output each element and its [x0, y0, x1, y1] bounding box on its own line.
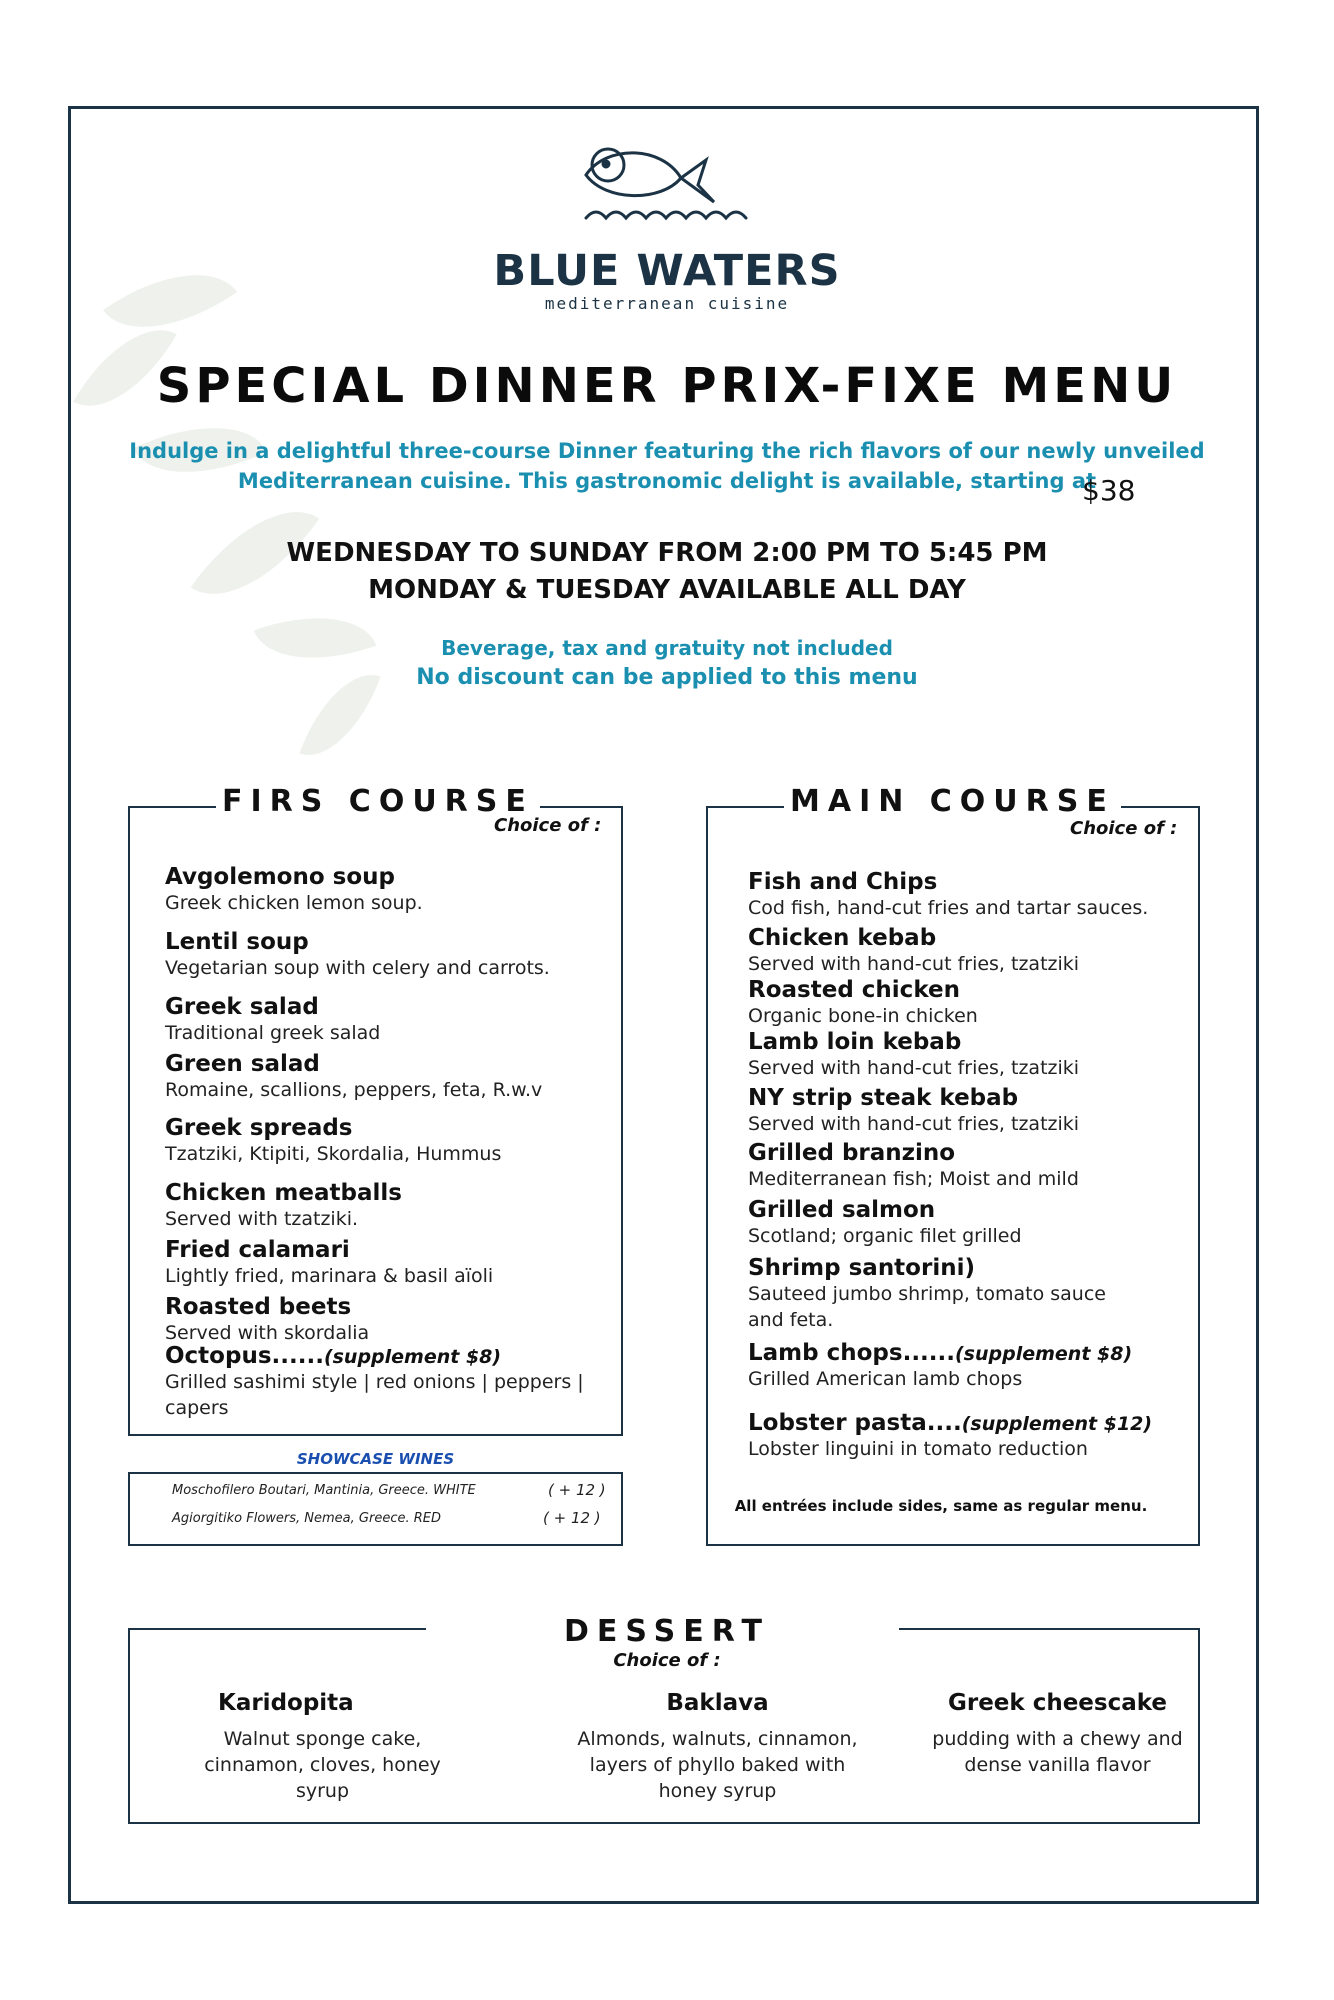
menu-item — [748, 1410, 1152, 1462]
menu-item-name: Greek spreads — [165, 1115, 353, 1141]
menu-item-supplement: (supplement $8) — [323, 1346, 502, 1368]
brand-name: BLUE WATERS — [493, 246, 841, 296]
menu-item-name: Green salad — [165, 1051, 320, 1077]
dessert-item-name: Greek cheescake — [947, 1690, 1168, 1716]
menu-item — [165, 1343, 585, 1421]
menu-item-name: Shrimp santorini) — [748, 1255, 975, 1281]
schedule-line-2: MONDAY & TUESDAY AVAILABLE ALL DAY — [368, 575, 966, 605]
dessert-item-desc: Almonds, walnuts, cinnamon, layers of phyllo baked with honey syrup — [577, 1728, 858, 1802]
menu-item — [748, 925, 1079, 977]
dessert-item-name: Karidopita — [218, 1690, 354, 1716]
entree-sides-note: All entrées include sides, same as regular menu. — [734, 1497, 1148, 1515]
menu-item-desc: Lobster linguini in tomato reduction — [748, 1438, 1088, 1460]
menu-item — [748, 1140, 1079, 1192]
menu-item-name: Roasted chicken — [748, 977, 960, 1003]
menu-item-desc: Scotland; organic filet grilled — [748, 1225, 1022, 1247]
menu-item — [165, 1237, 493, 1289]
menu-item-desc: Tzatziki, Ktipiti, Skordalia, Hummus — [165, 1143, 502, 1165]
menu-item — [748, 1255, 1128, 1333]
beverage-note: Beverage, tax and gratuity not included — [441, 636, 893, 660]
menu-item-name: Chicken meatballs — [165, 1180, 402, 1206]
menu-item-desc: Grilled sashimi style | red onions | peppers | capers — [165, 1371, 584, 1419]
menu-item-name: Avgolemono soup — [165, 864, 395, 890]
dessert-item-name: Baklava — [666, 1690, 769, 1716]
schedule-line-1: WEDNESDAY TO SUNDAY FROM 2:00 PM TO 5:45 PM — [286, 538, 1048, 568]
first-course-title: FIRS COURSE — [216, 784, 540, 819]
menu-item-name: Fried calamari — [165, 1237, 350, 1263]
menu-item-desc: Served with hand-cut fries, tzatziki — [748, 1057, 1080, 1079]
menu-item-desc: Lightly fried, marinara & basil aïoli — [165, 1265, 494, 1287]
showcase-wines-title: SHOWCASE WINES — [296, 1450, 455, 1468]
menu-item-desc: Served with tzatziki. — [165, 1208, 359, 1230]
menu-item-name: Lentil soup — [165, 929, 309, 955]
menu-item-supplement: (supplement $8) — [955, 1343, 1133, 1365]
menu-item — [165, 994, 380, 1046]
menu-item-supplement: (supplement $12) — [961, 1413, 1153, 1435]
menu-item-desc: Mediterranean fish; Moist and mild — [748, 1168, 1079, 1190]
fish-waves-icon — [566, 140, 756, 240]
dessert-item-desc: Walnut sponge cake, cinnamon, cloves, honey syrup — [204, 1728, 441, 1802]
page-title: SPECIAL DINNER PRIX-FIXE MENU — [156, 358, 1178, 414]
menu-item — [165, 1294, 369, 1346]
dessert-item — [560, 1690, 875, 1804]
main-course-choice: Choice of : — [1070, 818, 1178, 839]
menu-item-desc: Served with hand-cut fries, tzatziki — [748, 953, 1080, 975]
menu-item-name: Lamb loin kebab — [748, 1029, 962, 1055]
wine-price: ( + 12 ) — [543, 1509, 601, 1527]
menu-item — [748, 1340, 1132, 1392]
brand-tagline: mediterranean cuisine — [544, 294, 790, 313]
menu-item-desc: Organic bone-in chicken — [748, 1005, 978, 1027]
menu-item — [748, 1197, 1022, 1249]
intro-text — [120, 436, 1214, 496]
menu-item — [748, 869, 1148, 921]
menu-item-desc: Cod fish, hand-cut fries and tartar sauces. — [748, 897, 1149, 919]
menu-item — [748, 977, 978, 1029]
menu-item — [165, 1115, 501, 1167]
first-course-choice: Choice of : — [494, 815, 602, 836]
menu-item-name: NY strip steak kebab — [748, 1085, 1019, 1111]
dessert-item — [180, 1690, 465, 1804]
menu-item-name: Greek salad — [165, 994, 319, 1020]
menu-item-name: Lamb chops...... — [748, 1340, 955, 1366]
dessert-item — [930, 1690, 1185, 1778]
menu-item-name: Octopus...... — [165, 1343, 324, 1369]
menu-item-desc: Greek chicken lemon soup. — [165, 892, 423, 914]
wine-name: Moschofilero Boutari, Mantinia, Greece. WHITE — [172, 1483, 476, 1498]
menu-item — [165, 1051, 542, 1103]
menu-item-desc: Served with hand-cut fries, tzatziki — [748, 1113, 1080, 1135]
wine-name: Agiorgitiko Flowers, Nemea, Greece. RED — [172, 1511, 441, 1526]
dessert-item-desc: pudding with a chewy and dense vanilla flavor — [932, 1728, 1183, 1776]
menu-item-name: Chicken kebab — [748, 925, 937, 951]
menu-item-desc: Vegetarian soup with celery and carrots. — [165, 957, 550, 979]
menu-item-desc: Sauteed jumbo shrimp, tomato sauce and feta. — [748, 1283, 1106, 1331]
menu-item-name: Lobster pasta.... — [748, 1410, 962, 1436]
menu-item-desc: Romaine, scallions, peppers, feta, R.w.v — [165, 1079, 543, 1101]
intro-line-2: Mediterranean cuisine. This gastronomic delight is available, starting at — [237, 469, 1097, 493]
dessert-title: DESSERT — [564, 1614, 770, 1649]
menu-item — [165, 1180, 402, 1232]
menu-item — [748, 1085, 1079, 1137]
menu-item-desc: Traditional greek salad — [165, 1022, 381, 1044]
wine-price: ( + 12 ) — [548, 1481, 606, 1499]
menu-item — [748, 1029, 1079, 1081]
menu-item — [165, 864, 423, 916]
main-course-title: MAIN COURSE — [784, 784, 1121, 819]
starting-price: $38 — [1082, 474, 1136, 507]
menu-item-desc: Grilled American lamb chops — [748, 1368, 1023, 1390]
menu-item-name: Roasted beets — [165, 1294, 352, 1320]
menu-item-name: Fish and Chips — [748, 869, 938, 895]
menu-item-name: Grilled salmon — [748, 1197, 936, 1223]
discount-note: No discount can be applied to this menu — [416, 665, 918, 690]
dessert-choice: Choice of : — [613, 1650, 721, 1671]
menu-item — [165, 929, 550, 981]
menu-item-name: Grilled branzino — [748, 1140, 956, 1166]
intro-line-1: Indulge in a delightful three-course Dinner featuring the rich flavors of our newly unveiled — [129, 439, 1205, 463]
menu-item-desc: Served with skordalia — [165, 1322, 370, 1344]
